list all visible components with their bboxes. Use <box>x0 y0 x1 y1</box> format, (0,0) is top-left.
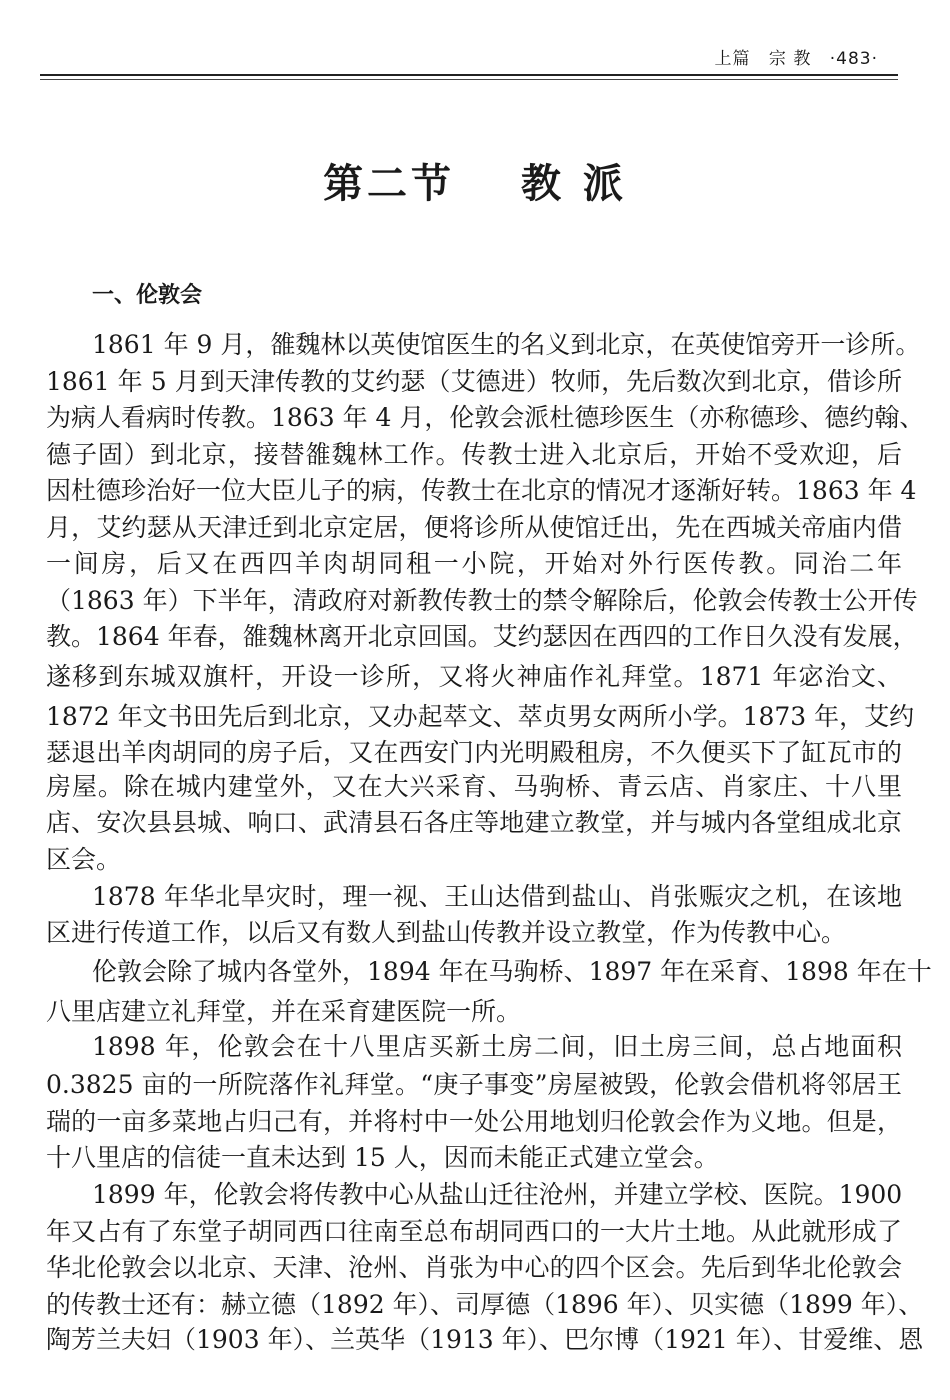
text-line: 1898 年，伦敦会在十八里店买新土房二间，旧土房三间，总占地面积 <box>92 1032 902 1061</box>
text-line: （1863 年）下半年，清政府对新教传教士的禁令解除后，伦敦会传教士公开传 <box>46 586 918 615</box>
text-line: 德子固）到北京，接替雒魏林工作。传教士进入北京后，开始不受欢迎，后 <box>46 440 902 469</box>
section-title <box>0 152 950 209</box>
header-rule-thick <box>40 74 898 76</box>
text-line: 区会。 <box>46 845 122 874</box>
text-line: 1861 年 5 月到天津传教的艾约瑟（艾德进）牧师，先后数次到北京，借诊所 <box>46 367 902 396</box>
header-part: 上篇 <box>714 49 751 69</box>
text-line: 1899 年，伦敦会将传教中心从盐山迁往沧州，并建立学校、医院。1900 <box>92 1180 903 1209</box>
text-line: 瑞的一亩多菜地占归己有，并将村中一处公用地划归伦敦会作为义地。但是， <box>46 1107 902 1136</box>
running-header <box>703 44 878 69</box>
text-line: 十八里店的信徒一直未达到 15 人，因而未能正式建立堂会。 <box>46 1143 719 1172</box>
text-line: 的传教士还有：赫立德（1892 年）、司厚德（1896 年）、贝实德（1899 年）、 <box>46 1290 924 1319</box>
page-number: ·483· <box>829 49 878 69</box>
text-line: 年又占有了东堂子胡同西口往南至总布胡同西口的一大片土地。从此就形成了 <box>46 1217 902 1246</box>
text-line: 0.3825 亩的一所院落作礼拜堂。“庚子事变”房屋被毁，伦敦会借机将邻居王 <box>46 1070 902 1099</box>
text-line: 1878 年华北旱灾时，理一视、王山达借到盐山、肖张赈灾之机，在该地 <box>92 882 902 911</box>
text-line: 八里店建立礼拜堂，并在采育建医院一所。 <box>46 997 522 1026</box>
text-line: 1861 年 9 月，雒魏林以英使馆医生的名义到北京，在英使馆旁开一诊所。 <box>92 330 921 359</box>
text-line: 遂移到东城双旗杆，开设一诊所，又将火神庙作礼拜堂。1871 年宓治文、 <box>46 662 902 691</box>
text-line: 一间房，后又在西四羊肉胡同租一小院，开始对外行医传教。同治二年 <box>46 549 902 578</box>
text-line: 因杜德珍治好一位大臣儿子的病，传教士在北京的情况才逐渐好转。1863 年 4 <box>46 476 917 505</box>
text-line: 华北伦敦会以北京、天津、沧州、肖张为中心的四个区会。先后到华北伦敦会 <box>46 1253 902 1282</box>
header-rule-thin <box>40 79 898 80</box>
text-line: 瑟退出羊肉胡同的房子后，又在西安门内光明殿租房，不久便买下了缸瓦市的 <box>46 738 902 767</box>
text-line: 为病人看病时传教。1863 年 4 月，伦敦会派杜德珍医生（亦称德珍、德约翰、 <box>46 403 925 432</box>
text-line: 1872 年文书田先后到北京，又办起萃文、萃贞男女两所小学。1873 年，艾约 <box>46 702 915 731</box>
text-line: 伦敦会除了城内各堂外，1894 年在马驹桥、1897 年在采育、1898 年在十 <box>92 957 932 986</box>
text-line: 月，艾约瑟从天津迁到北京定居，便将诊所从使馆迁出，先在西城关帝庙内借 <box>46 513 902 542</box>
text-line: 区进行传道工作，以后又有数人到盐山传教并设立教堂，作为传教中心。 <box>46 918 847 947</box>
section-number: 第二节 <box>323 160 456 207</box>
subheading: 一、伦敦会 <box>92 283 203 308</box>
text-line: 陶芳兰夫妇（1903 年）、兰英华（1913 年）、巴尔博（1921 年）、甘爱维、恩 <box>46 1325 924 1354</box>
text-line: 店、安次县县城、响口、武清县石各庄等地建立教堂，并与城内各堂组成北京 <box>46 808 902 837</box>
header-section: 宗 教 <box>768 49 812 69</box>
text-line: 房屋。除在城内建堂外，又在大兴采育、马驹桥、青云店、肖家庄、十八里 <box>46 772 902 801</box>
section-name: 教 派 <box>521 160 627 207</box>
text-line: 教。1864 年春，雒魏林离开北京回国。艾约瑟因在西四的工作日久没有发展， <box>46 622 918 651</box>
